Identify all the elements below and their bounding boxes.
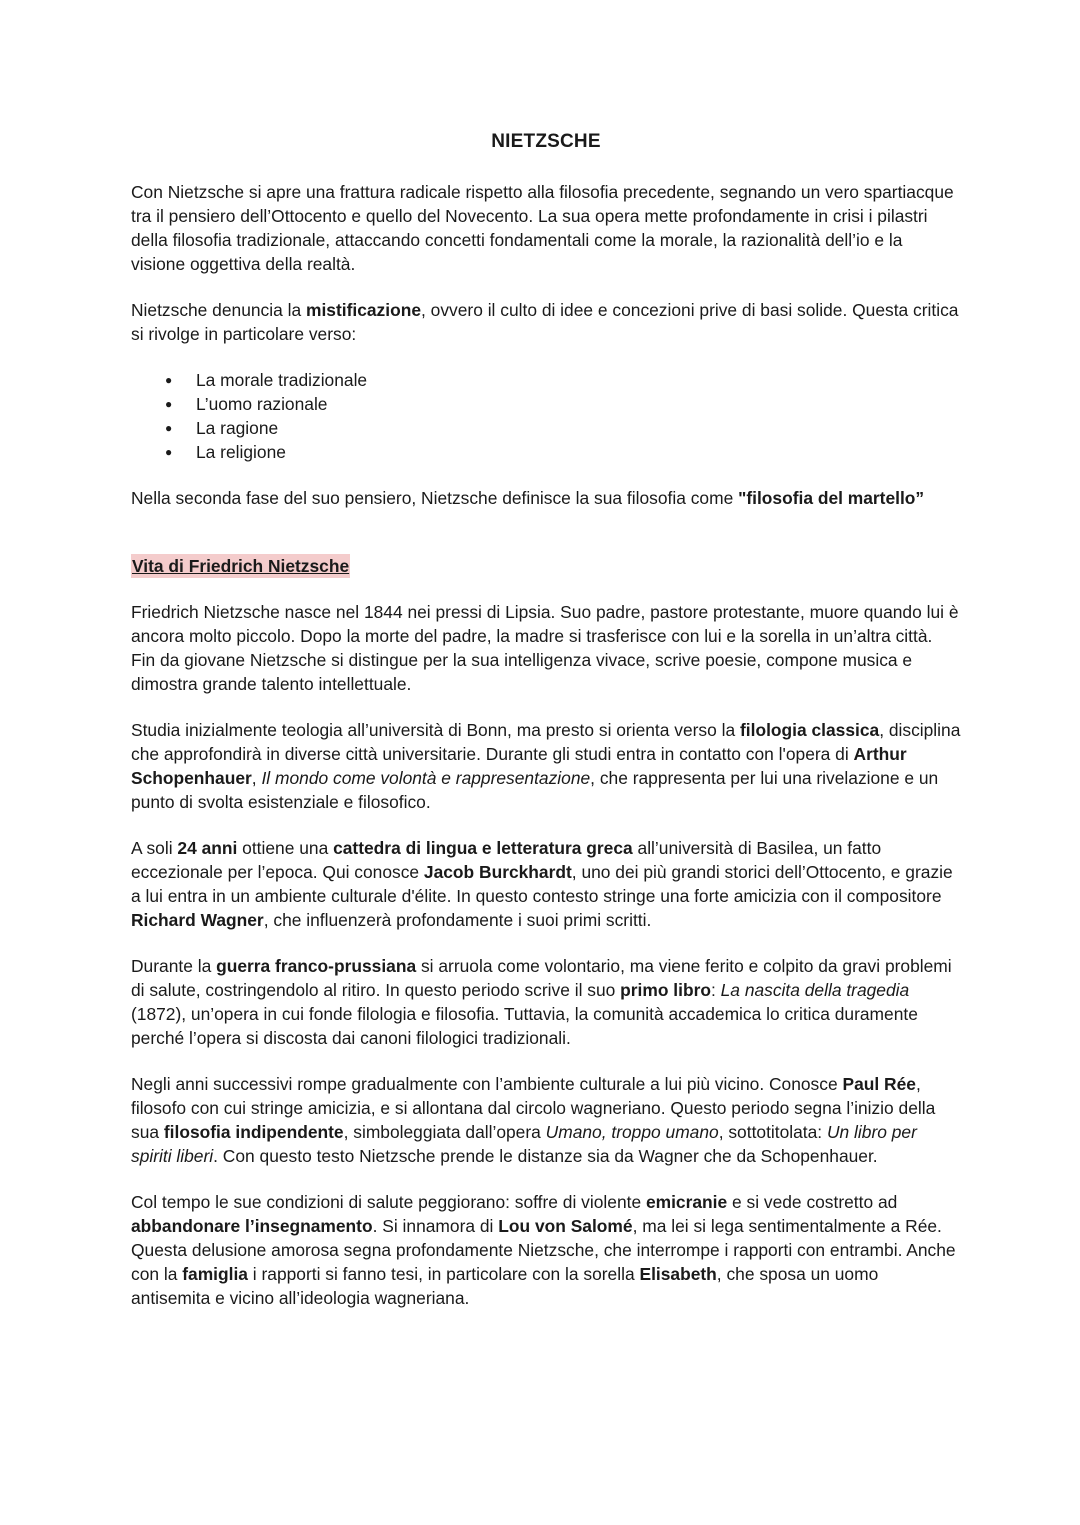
text-run: , ma lei si lega sentimentalmente a Rée. Questa delusione amorosa segna profondamente Nietzsche, che interrompe i rapporti con entrambi. Anche con la	[131, 1216, 956, 1284]
text-run: i rapporti si fanno tesi, in particolare con la sorella	[247, 1264, 640, 1284]
life-paragraph-1: Friedrich Nietzsche nasce nel 1844 nei pressi di Lipsia. Suo padre, pastore protestante, muore quando lui è ancora molto piccolo. Dopo la morte del padre, la madre si trasferisce con lui e la sorella in un’altra città. Fin da giovane Nietzsche si distingue per la sua intelligenza vivace, scrive poesie, compone musica e dimostra grande talento intellettuale.	[131, 602, 959, 694]
text-run: , che influenzerà profondamente i suoi primi scritti.	[263, 910, 652, 930]
bold-term: guerra franco-prussiana	[216, 956, 417, 976]
list-item: ● La ragione	[196, 416, 961, 440]
bold-term: emicranie	[645, 1192, 728, 1212]
bold-term: Richard Wagner	[131, 910, 264, 930]
document-page	[131, 128, 961, 1332]
list-item: ● La religione	[196, 440, 961, 464]
bold-term: Jacob Burckhardt	[423, 862, 572, 882]
text-run: , sottotitolata:	[718, 1122, 827, 1142]
text-run: (1872), un’opera in cui fonde filologia e filosofia. Tuttavia, la comunità accademica lo critica duramente perché l’opera si discosta dai canoni filologici tradizionali.	[131, 1004, 918, 1048]
text-run: . Si innamora di	[372, 1216, 499, 1236]
life-paragraph-3	[131, 836, 961, 932]
bold-term: famiglia	[182, 1264, 248, 1284]
text-run: all’università di Basilea, un fatto eccezionale per l’epoca. Qui conosce	[131, 838, 882, 882]
intro-paragraph-2	[131, 298, 961, 346]
italic-title: Un libro per spiriti liberi	[131, 1122, 917, 1166]
text-run: , disciplina che approfondirà in diverse città universitarie. Durante gli studi entra in contatto con l'opera di	[131, 720, 961, 764]
section-heading: Vita di Friedrich Nietzsche	[132, 556, 350, 576]
text-run: , che sposa un uomo antisemita e vicino all’ideologia wagneriana.	[131, 1264, 879, 1308]
bold-term: "filosofia del martello”	[738, 488, 925, 508]
bold-term: filologia classica	[740, 720, 880, 740]
text-run: e si vede costretto ad	[727, 1192, 898, 1212]
text-run: ,	[251, 768, 262, 788]
text-run: ottiene una	[237, 838, 334, 858]
text-run: Negli anni successivi rompe gradualmente con l’ambiente culturale a lui più vicino. Conosce	[131, 1074, 843, 1094]
text-run: si arruola come volontario, ma viene ferito e colpito da gravi problemi di salute, costringendolo al ritiro. In questo periodo scrive il suo	[131, 956, 952, 1000]
text-run: , simboleggiata dall’opera	[343, 1122, 546, 1142]
text-run: , uno dei più grandi storici dell’Ottocento, e grazie a lui entra in un ambiente culturale d'élite. In questo contesto stringe una forte amicizia con il compositore	[131, 862, 953, 906]
bold-term: filosofia indipendente	[163, 1122, 344, 1142]
text-run: Nella seconda fase del suo pensiero, Nietzsche definisce la sua filosofia come	[131, 488, 739, 508]
text-run: . Con questo testo Nietzsche prende le distanze sia da Wagner che da Schopenhauer.	[213, 1146, 878, 1166]
bold-term: Lou von Salomé	[498, 1216, 633, 1236]
list-item: ● La morale tradizionale	[196, 368, 961, 392]
bold-term: Paul Rée	[842, 1074, 916, 1094]
bold-term: mistificazione	[305, 300, 421, 320]
text-run: Col tempo le sue condizioni di salute peggiorano: soffre di violente	[131, 1192, 646, 1212]
text-run: Nietzsche denuncia la	[131, 300, 306, 320]
italic-title: La nascita della tragedia	[720, 980, 910, 1000]
italic-title: Il mondo come volontà e rappresentazione	[261, 768, 591, 788]
document-title: NIETZSCHE	[491, 131, 601, 152]
critique-list	[131, 368, 961, 464]
italic-title: Umano, troppo umano	[545, 1122, 719, 1142]
text-run: , filosofo con cui stringe amicizia, e si allontana dal circolo wagneriano. Questo periodo segna l’inizio della sua	[131, 1074, 936, 1142]
section-heading-wrap	[131, 532, 961, 600]
text-run: , che rappresenta per lui una rivelazione e un punto di svolta esistenziale e filosofico.	[131, 768, 939, 812]
bold-term: primo libro	[620, 980, 711, 1000]
text-run: , ovvero il culto di idee e concezioni prive di basi solide. Questa critica si rivolge in particolare verso:	[131, 300, 959, 344]
text-run: Studia inizialmente teologia all’università di Bonn, ma presto si orienta verso la	[131, 720, 740, 740]
list-item: ● L’uomo razionale	[196, 392, 961, 416]
text-run: Durante la	[131, 956, 217, 976]
intro-paragraph-3	[131, 486, 961, 510]
bold-term: Arthur Schopenhauer	[131, 744, 907, 788]
bold-term: 24 anni	[177, 838, 238, 858]
bold-term: cattedra di lingua e letteratura greca	[333, 838, 633, 858]
life-paragraph-6	[131, 1190, 961, 1310]
life-paragraph-2	[131, 718, 961, 814]
life-paragraph-5	[131, 1072, 961, 1168]
text-run: :	[710, 980, 721, 1000]
life-paragraph-4	[131, 954, 961, 1050]
bold-term: Elisabeth	[639, 1264, 717, 1284]
bold-term: abbandonare l’insegnamento	[131, 1216, 373, 1236]
text-run: A soli	[131, 838, 178, 858]
intro-paragraph-1: Con Nietzsche si apre una frattura radicale rispetto alla filosofia precedente, segnando un vero spartiacque tra il pensiero dell’Ottocento e quello del Novecento. La sua opera mette profondamente in crisi i pilastri della filosofia tradizionale, attaccando concetti fondamentali come la morale, la razionalità dell’io e la visione oggettiva della realtà.	[131, 182, 954, 274]
